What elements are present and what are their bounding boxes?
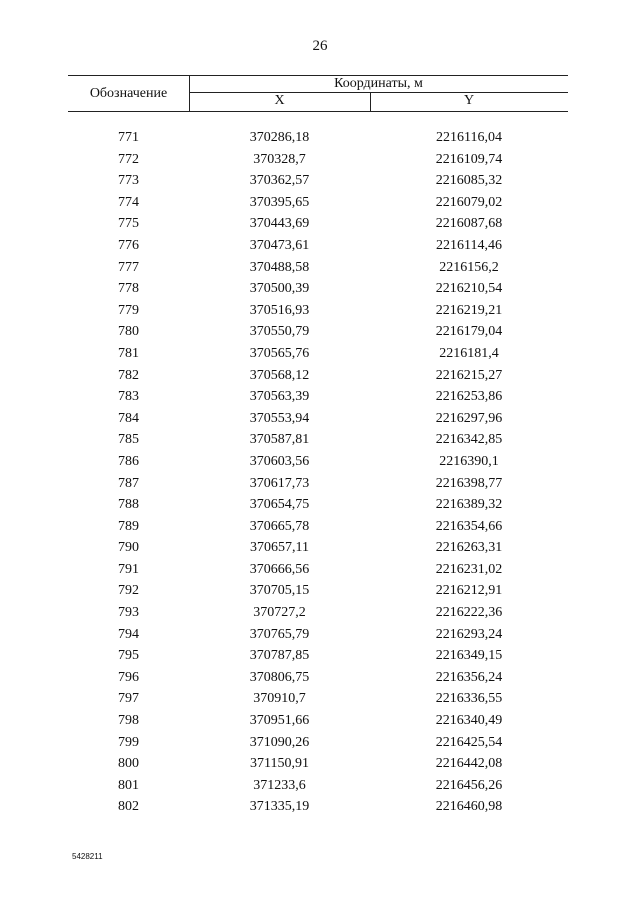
- x-coordinate-cell: 370910,7: [253, 691, 306, 707]
- x-coordinate-cell: 370473,61: [249, 237, 310, 253]
- table-row: [68, 408, 568, 430]
- y-coordinate-cell: 2216215,27: [435, 367, 503, 383]
- y-coordinate-cell: 2216342,85: [435, 432, 503, 448]
- point-id-cell: 802: [118, 799, 139, 815]
- point-id-cell: 787: [118, 475, 139, 491]
- table-row: [68, 710, 568, 732]
- table-row: [68, 602, 568, 624]
- y-coordinate-cell: 2216442,08: [435, 756, 503, 772]
- point-id-cell: 797: [118, 691, 139, 707]
- table-row: [68, 775, 568, 797]
- table-row: [68, 732, 568, 754]
- point-id-cell: 788: [118, 497, 139, 513]
- designation-header: Обозначение: [89, 86, 168, 101]
- x-coordinate-cell: 371335,19: [249, 799, 310, 815]
- table-row: [68, 429, 568, 451]
- y-coordinate-cell: 2216297,96: [435, 410, 503, 426]
- y-coordinate-cell: 2216460,98: [435, 799, 503, 815]
- x-coordinate-cell: 370563,39: [249, 389, 310, 405]
- point-id-cell: 778: [118, 281, 139, 297]
- y-coordinate-cell: 2216085,32: [435, 173, 503, 189]
- y-coordinate-cell: 2216210,54: [435, 281, 503, 297]
- y-coordinate-cell: 2216398,77: [435, 475, 503, 491]
- point-id-cell: 800: [118, 756, 139, 772]
- y-coordinate-cell: 2216116,04: [436, 130, 502, 145]
- y-coordinate-cell: 2216109,74: [435, 151, 503, 167]
- page-number: 26: [312, 38, 328, 54]
- point-id-cell: 782: [118, 367, 139, 383]
- point-id-cell: 774: [118, 194, 139, 210]
- point-id-cell: 789: [118, 518, 139, 534]
- x-coordinate-cell: 370727,2: [253, 605, 306, 621]
- x-coordinate-cell: 370666,56: [249, 561, 310, 577]
- point-id-cell: 781: [118, 345, 139, 361]
- x-coordinate-cell: 370787,85: [249, 648, 310, 664]
- table-row: [68, 473, 568, 495]
- point-id-cell: 796: [118, 669, 139, 685]
- x-coordinate-cell: 370443,69: [249, 216, 310, 232]
- x-column-header: X: [274, 93, 285, 108]
- y-coordinate-cell: 2216349,15: [435, 648, 503, 664]
- point-id-cell: 798: [118, 713, 139, 729]
- table-row: [68, 321, 568, 343]
- document-code: 5428211: [72, 852, 103, 861]
- x-coordinate-cell: 370806,75: [249, 669, 310, 685]
- point-id-cell: 783: [118, 389, 139, 405]
- y-coordinate-cell: 2216340,49: [435, 713, 503, 729]
- point-id-cell: 801: [118, 777, 139, 793]
- table-row: [68, 645, 568, 667]
- y-coordinate-cell: 2216231,02: [435, 561, 503, 577]
- x-coordinate-cell: 370516,93: [249, 302, 310, 318]
- point-id-cell: 792: [118, 583, 139, 599]
- x-coordinate-cell: 370587,81: [249, 432, 310, 448]
- table-row: [68, 580, 568, 602]
- x-coordinate-cell: 370568,12: [249, 367, 310, 383]
- point-id-cell: 779: [118, 302, 139, 318]
- x-coordinate-cell: 370395,65: [249, 194, 310, 210]
- y-coordinate-cell: 2216263,31: [435, 540, 503, 556]
- coordinates-header: Координаты, м: [334, 76, 423, 91]
- x-coordinate-cell: 370617,73: [249, 475, 310, 491]
- y-coordinate-cell: 2216354,66: [435, 518, 503, 534]
- y-coordinate-cell: 2216212,91: [435, 583, 503, 599]
- y-coordinate-cell: 2216425,54: [435, 734, 503, 750]
- x-coordinate-cell: 370550,79: [249, 324, 310, 340]
- table-row: [68, 278, 568, 300]
- table-row: [68, 796, 568, 818]
- table-row: [68, 624, 568, 646]
- y-coordinate-cell: 2216389,32: [435, 497, 503, 513]
- y-coordinate-cell: 2216179,04: [435, 324, 503, 340]
- point-id-cell: 799: [118, 734, 139, 750]
- x-coordinate-cell: 370665,78: [249, 518, 310, 534]
- x-coordinate-cell: 371233,6: [253, 777, 306, 793]
- point-id-cell: 786: [118, 453, 139, 469]
- y-column-header: Y: [463, 93, 475, 108]
- x-coordinate-cell: 370488,58: [249, 259, 310, 275]
- table-row: [68, 257, 568, 279]
- table-row: [68, 365, 568, 387]
- y-coordinate-cell: 2216293,24: [435, 626, 503, 642]
- point-id-cell: 771: [118, 130, 139, 145]
- y-coordinate-cell: 2216222,36: [435, 605, 503, 621]
- table-row: [68, 386, 568, 408]
- y-coordinate-cell: 2216087,68: [435, 216, 503, 232]
- table-row: [68, 149, 568, 171]
- point-id-cell: 777: [118, 259, 139, 275]
- x-coordinate-cell: 370705,15: [249, 583, 310, 599]
- coordinates-table-body: [68, 127, 568, 818]
- table-row: [68, 516, 568, 538]
- y-coordinate-cell: 2216390,1: [439, 453, 499, 469]
- x-coordinate-cell: 370328,7: [253, 151, 306, 167]
- y-coordinate-cell: 2216156,2: [439, 259, 499, 275]
- table-row: [68, 235, 568, 257]
- table-row: [68, 667, 568, 689]
- y-coordinate-cell: 2216219,21: [435, 302, 503, 318]
- x-coordinate-cell: 370951,66: [249, 713, 310, 729]
- table-row: [68, 559, 568, 581]
- table-row: [68, 170, 568, 192]
- y-coordinate-cell: 2216336,55: [435, 691, 503, 707]
- point-id-cell: 776: [118, 237, 139, 253]
- table-row: [68, 451, 568, 473]
- point-id-cell: 784: [118, 410, 139, 426]
- point-id-cell: 795: [118, 648, 139, 664]
- table-row: [68, 192, 568, 214]
- point-id-cell: 791: [118, 561, 139, 577]
- point-id-cell: 785: [118, 432, 139, 448]
- table-row: [68, 343, 568, 365]
- x-coordinate-cell: 371150,91: [250, 756, 309, 772]
- table-row: [68, 300, 568, 322]
- x-coordinate-cell: 370286,18: [249, 130, 310, 145]
- x-coordinate-cell: 370362,57: [249, 173, 310, 189]
- x-coordinate-cell: 370500,39: [249, 281, 310, 297]
- y-coordinate-cell: 2216079,02: [435, 194, 503, 210]
- point-id-cell: 780: [118, 324, 139, 340]
- table-row: [68, 494, 568, 516]
- x-coordinate-cell: 370765,79: [249, 626, 310, 642]
- table-row: [68, 213, 568, 235]
- x-coordinate-cell: 370553,94: [249, 410, 310, 426]
- y-coordinate-cell: 2216253,86: [435, 389, 503, 405]
- table-row: [68, 537, 568, 559]
- y-coordinate-cell: 2216456,26: [435, 777, 503, 793]
- x-coordinate-cell: 370565,76: [249, 345, 310, 361]
- table-row: [68, 688, 568, 710]
- point-id-cell: 772: [118, 151, 139, 167]
- x-coordinate-cell: 370654,75: [249, 497, 310, 513]
- x-coordinate-cell: 370657,11: [250, 540, 309, 556]
- x-coordinate-cell: 370603,56: [249, 453, 310, 469]
- point-id-cell: 794: [118, 626, 139, 642]
- point-id-cell: 790: [118, 540, 139, 556]
- table-row: [68, 127, 568, 149]
- point-id-cell: 773: [118, 173, 139, 189]
- point-id-cell: 793: [118, 605, 139, 621]
- y-coordinate-cell: 2216356,24: [435, 669, 503, 685]
- x-coordinate-cell: 371090,26: [249, 734, 310, 750]
- table-header-bottom-rule: [68, 111, 568, 112]
- point-id-cell: 775: [118, 216, 139, 232]
- y-coordinate-cell: 2216181,4: [439, 345, 499, 361]
- y-coordinate-cell: 2216114,46: [436, 237, 502, 253]
- table-row: [68, 753, 568, 775]
